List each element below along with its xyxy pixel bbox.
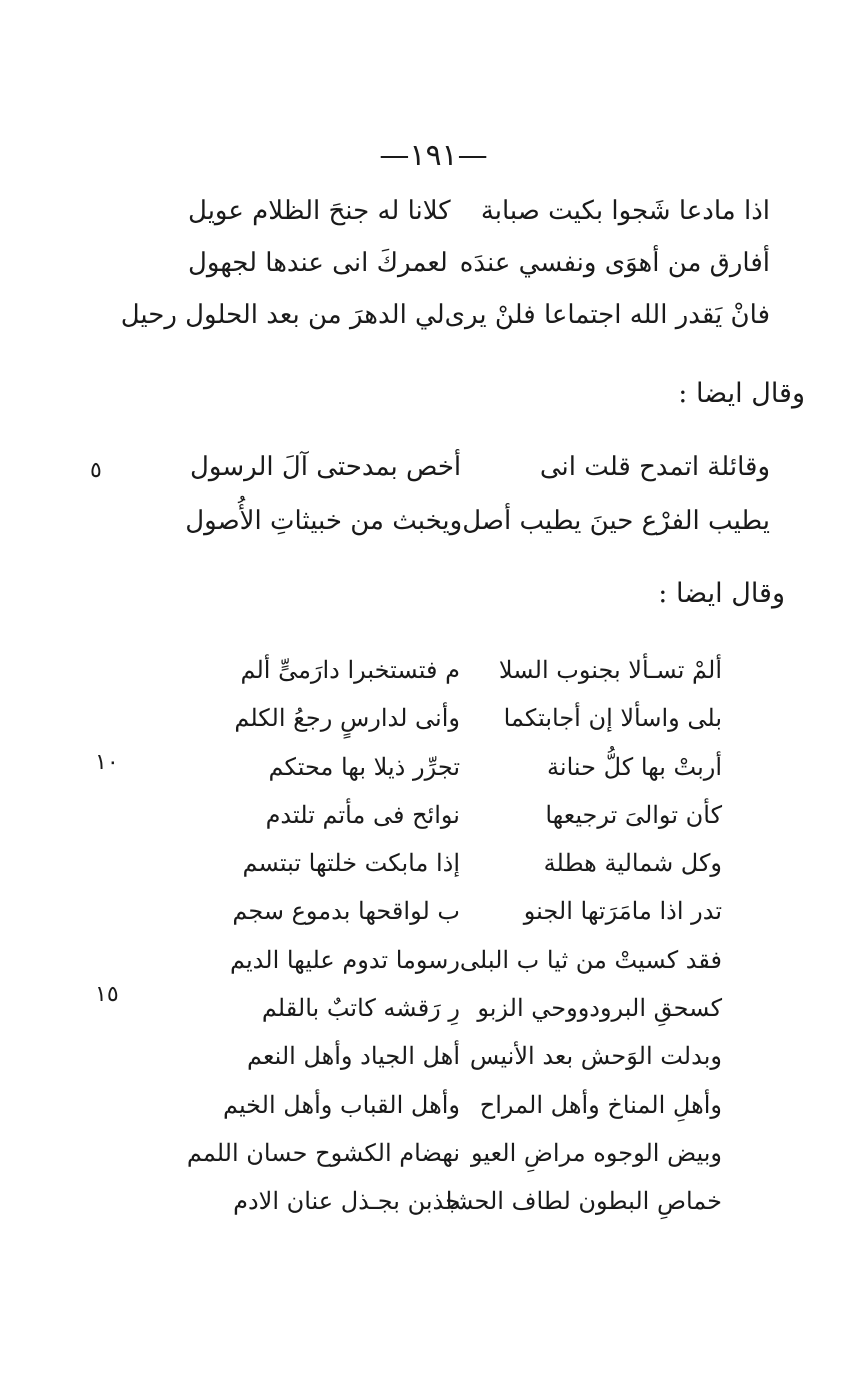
verse-line bbox=[238, 849, 722, 897]
verse-line bbox=[120, 300, 770, 352]
first-hemistich: وقائلة اتمدح قلت انى bbox=[539, 452, 770, 482]
verse-line bbox=[186, 1138, 722, 1187]
first-hemistich: تدر اذا مامَرَتها الجنو bbox=[523, 897, 722, 926]
first-hemistich: بلى واسألا إن أجابتكما bbox=[503, 704, 722, 733]
second-hemistich: م فتستخبرا دارَمىٍّ ألم bbox=[240, 656, 460, 684]
second-hemistich: جذبن بجـذل عنان الادم bbox=[233, 1187, 460, 1216]
second-hemistich: لي الدهرَ من بعد الحلول رحيل bbox=[120, 300, 445, 330]
first-hemistich: فانْ يَقدر الله اجتماعا فلنْ يرى bbox=[444, 300, 770, 330]
line-number-15: ١٥ bbox=[95, 982, 119, 1007]
second-hemistich: نهضام الكشوح حسان اللمم bbox=[186, 1138, 460, 1167]
first-hemistich: أفارق من أهوَى ونفسي عندَه bbox=[459, 248, 770, 278]
first-hemistich: وبدلت الوَحش بعد الأنيس bbox=[469, 1042, 722, 1071]
second-hemistich: وأنى لدارسٍ رجعُ الكلم bbox=[234, 704, 460, 733]
verse-line bbox=[222, 1090, 722, 1139]
verse-line bbox=[190, 452, 770, 506]
verse-line bbox=[234, 704, 722, 752]
poem-block-1 bbox=[120, 196, 770, 352]
second-hemistich: رِ رَقشه كاتبٌ بالقلم bbox=[261, 994, 460, 1023]
second-hemistich: كلانا له جنحَ الظلام عويل bbox=[188, 196, 451, 226]
second-hemistich: أهل الجياد وأهل النعم bbox=[247, 1042, 460, 1071]
verse-line bbox=[230, 945, 722, 994]
first-hemistich: كأن توالىَ ترجيعها bbox=[545, 800, 722, 829]
second-hemistich: وأهل القباب وأهل الخيم bbox=[222, 1090, 460, 1119]
second-hemistich: ويخبث من خبيثاتِ الأُصول bbox=[185, 506, 463, 536]
first-hemistich: وبيض الوجوه مراضِ العيو bbox=[471, 1138, 722, 1167]
second-hemistich: لعمركَ انى عندها لجهول bbox=[188, 248, 448, 278]
line-number-5: ٥ bbox=[90, 458, 102, 483]
verse-line bbox=[233, 1187, 722, 1235]
first-hemistich: أربتْ بها كلُّ حنانة bbox=[547, 752, 722, 781]
second-hemistich: أخص بمدحتى آلَ الرسول bbox=[190, 452, 462, 482]
verse-line bbox=[188, 196, 770, 248]
first-hemistich: كسحقِ البرودووحي الزبو bbox=[477, 994, 722, 1023]
poem-block-2 bbox=[185, 452, 770, 560]
verse-line bbox=[188, 248, 770, 300]
first-hemistich: ألمْ تسـألا بجنوب السلا bbox=[498, 656, 722, 684]
section-heading: وقال ايضا : bbox=[658, 578, 785, 609]
second-hemistich: نوائح فى مأتم تلتدم bbox=[265, 800, 460, 829]
first-hemistich: يطيب الفرْع حينَ يطيب أصل bbox=[462, 506, 770, 536]
second-hemistich: ب لواقحها بدموع سجم bbox=[232, 897, 460, 926]
line-number-10: ١٠ bbox=[95, 750, 119, 775]
first-hemistich: خماصِ البطون لطاف الحشا bbox=[445, 1187, 722, 1216]
verse-line bbox=[238, 1042, 722, 1090]
second-hemistich: رسوما تدوم عليها الديم bbox=[230, 945, 460, 974]
page-number: —١٩١— bbox=[379, 138, 488, 173]
first-hemistich: فقد كسيتْ من ثيا ب البلى bbox=[459, 945, 722, 974]
verse-line bbox=[238, 994, 722, 1042]
first-hemistich: وأهلِ المناخ وأهل المراح bbox=[479, 1090, 722, 1119]
second-hemistich: إذا مابكت خلتها تبتسم bbox=[242, 849, 460, 878]
verse-line bbox=[232, 897, 722, 945]
section-heading: وقال ايضا : bbox=[678, 378, 805, 409]
verse-line bbox=[238, 656, 722, 704]
second-hemistich: تجرِّر ذيلا بها محتكم bbox=[268, 752, 460, 781]
verse-line bbox=[238, 753, 722, 801]
first-hemistich: اذا مادعا شَجوا بكيت صبابة bbox=[480, 196, 770, 226]
poem-block-3 bbox=[186, 656, 722, 1236]
verse-line bbox=[185, 506, 770, 560]
verse-line bbox=[238, 801, 722, 849]
first-hemistich: وكل شمالية هطلة bbox=[543, 849, 722, 878]
